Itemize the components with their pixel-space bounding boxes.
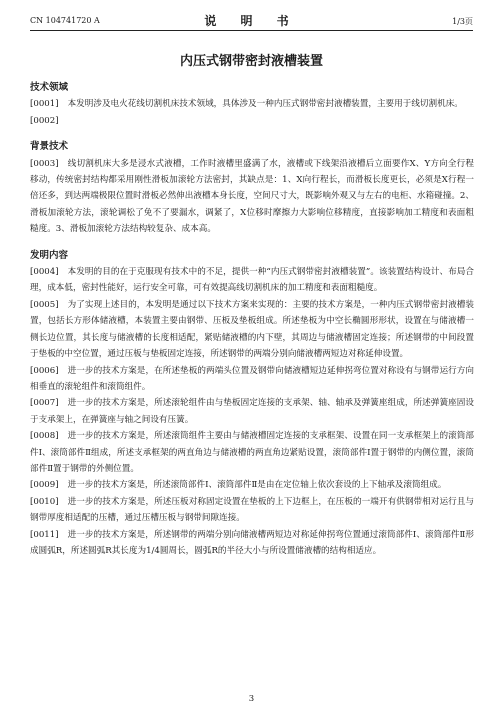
paragraph-text: 线切割机床大多是浸水式液槽，工作时液槽里盛满了水，液槽或下线架沿液槽后立面要作X、Y方向全行程移动，传统密封结构都采用刚性滑板加滚轮方法密封，其缺点是：1、X向行程长，而滑板长度更长，必须是X行程一倍还多，到达两端极限位置时滑板必然伸出液槽本身长度，空间尺寸大，既影响外观又与左右的电柜、水箱碰撞。2、滑板加滚轮方法，滚轮调松了免不了要漏水，调紧了，X位移时摩擦力大影响位移精度，直接影响加工精度和表面粗糙度。3、滑板加滚轮方法结构较复杂、成本高。 bbox=[30, 158, 474, 235]
paragraph bbox=[30, 428, 474, 477]
section-heading: 发明内容 bbox=[30, 249, 69, 261]
page-indicator: 1/3页 bbox=[452, 17, 473, 26]
paragraph bbox=[30, 264, 474, 297]
paragraph bbox=[30, 477, 474, 493]
paragraph-text: 为了实现上述目的，本发明是通过以下技术方案来实现的：主要的技术方案是，一种内压式钢带密封液槽装置，包括长方形体储液槽，本装置主要由钢带、压板及垫板组成。所述垫板为中空长椭圆形形状，设置在与储液槽一侧长边位置，其长度与储液槽的长度相适配，紧贴储液槽的内下壁，其周边与储液槽固定连接；所述钢带的中间段置于垫板的中空位置，通过压板与垫板固定连接，所述钢带的两端分别向储液槽两短边对称延伸设置。 bbox=[30, 299, 474, 360]
paragraph bbox=[30, 527, 474, 560]
paragraph bbox=[30, 494, 474, 527]
page-header bbox=[30, 8, 473, 30]
paragraph-number: [0003] bbox=[30, 158, 59, 169]
section-heading: 背景技术 bbox=[30, 141, 69, 153]
paragraph-text: 进一步的技术方案是，所述滚筒部件Ⅰ、滚筒部件Ⅱ是由在定位轴上依次套设的上下轴承及滚筒组成。 bbox=[67, 480, 447, 491]
document-title: 内压式钢带密封液槽装置 bbox=[179, 54, 323, 69]
paragraph-number: [0004] bbox=[30, 267, 59, 278]
paragraph-text: 进一步的技术方案是，在所述垫板的两端头位置及钢带向储液槽短边延伸拐弯位置对称设有与钢带运行方向相垂直的滚轮组件和滚筒组件。 bbox=[30, 365, 474, 392]
paragraph bbox=[30, 156, 474, 238]
paragraph-text: 本发明的目的在于克服现有技术中的不足，提供一种“内压式钢带密封液槽装置”。该装置结构设计、布局合理，成本低，密封性能好，运行安全可靠，可有效提高线切割机床的加工精度和表面粗糙度。 bbox=[30, 267, 474, 294]
paragraph-text: 进一步的技术方案是，所述滚轮组件由与垫板固定连接的支承架、轴、轴承及弹簧座组成，所述弹簧座固设于支承架上，在弹簧座与轴之间设有压簧。 bbox=[30, 398, 474, 425]
paragraph-number: [0006] bbox=[30, 365, 59, 376]
patent-number: CN 104741720 A bbox=[30, 16, 100, 25]
paragraph-number: [0009] bbox=[30, 480, 59, 491]
paragraph-text: 本发明涉及电火花线切割机床技术领域，具体涉及一种内压式钢带密封液槽装置，主要用于线切割机床。 bbox=[67, 99, 463, 110]
document-body bbox=[30, 80, 474, 559]
paragraph-text: 进一步的技术方案是，所述压板对称固定设置在垫板的上下边框上，在压板的一端开有供钢带相对运行且与钢带厚度相适配的压槽，通过压槽压板与钢带间隙连接。 bbox=[30, 496, 474, 524]
paragraph bbox=[30, 297, 474, 363]
section-heading: 技术领域 bbox=[30, 82, 69, 93]
paragraph-number: [0007] bbox=[30, 398, 59, 409]
paragraph-number: [0011] bbox=[30, 529, 59, 540]
paragraph-number: [0008] bbox=[30, 431, 59, 442]
paragraph bbox=[30, 363, 474, 396]
page-number: 3 bbox=[248, 694, 255, 704]
paragraph bbox=[30, 395, 474, 428]
paragraph-text: 进一步的技术方案是，所述滚筒组件主要由与储液槽固定连接的支承框架、设置在同一支承框架上的滚筒部件Ⅰ、滚筒部件Ⅱ组成，所述支承框架的两直角边与储液槽的两直角边紧贴设置，滚筒部件Ⅰ置于钢带的内侧位置，滚筒部件Ⅱ置于钢带的外侧位置。 bbox=[30, 431, 474, 474]
paragraph bbox=[30, 96, 474, 112]
paragraph-number: [0005] bbox=[30, 299, 59, 310]
paragraph-number: [0002] bbox=[30, 115, 59, 126]
header-rule bbox=[30, 30, 473, 31]
paragraph-text: 进一步的技术方案是，所述钢带的两端分别向储液槽两短边对称延伸拐弯位置通过滚筒部件Ⅰ、滚筒部件Ⅱ形成圆弧R，所述圆弧R其长度为1/4圆周长，圆弧R的半径大小与所设置储液槽的结构相适应。 bbox=[30, 529, 474, 556]
paragraph-number: [0010] bbox=[30, 496, 59, 507]
paragraph bbox=[30, 113, 474, 129]
paragraph-number: [0001] bbox=[30, 99, 59, 110]
document-type: 说 明 书 bbox=[204, 14, 299, 28]
